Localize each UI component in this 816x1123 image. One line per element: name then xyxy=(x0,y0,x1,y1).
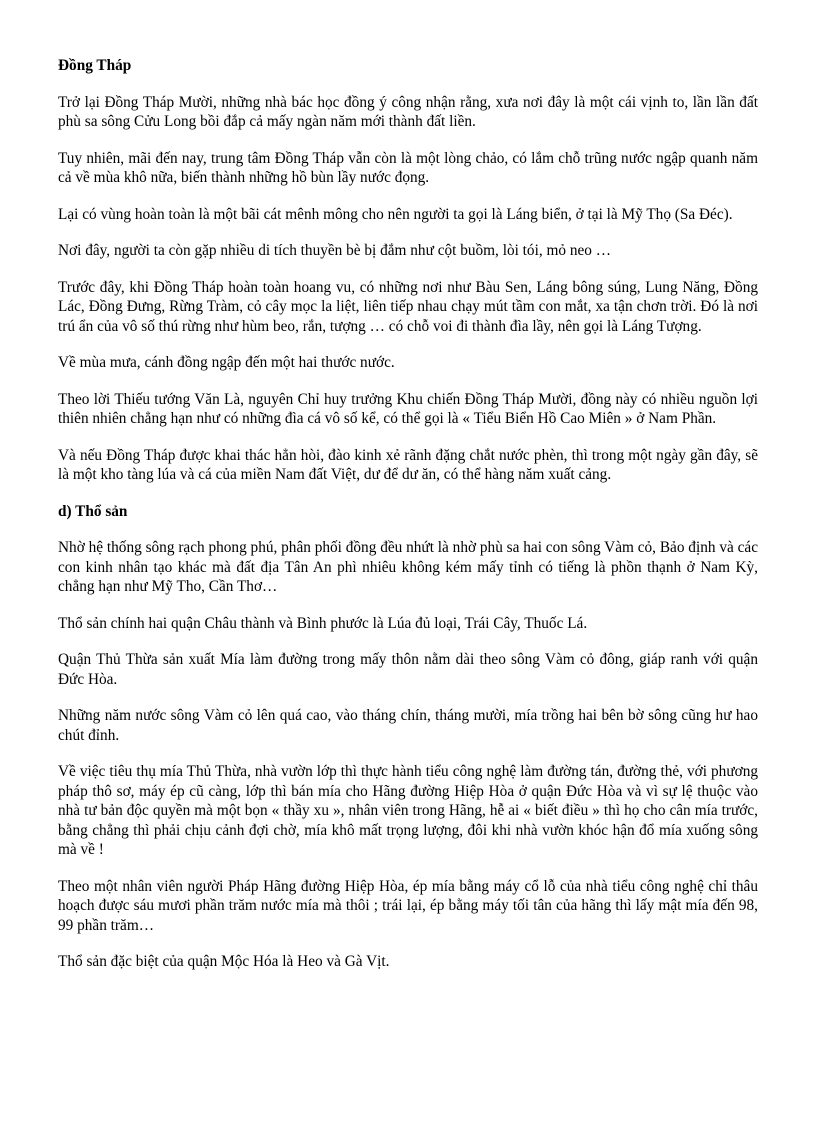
section-heading-dong-thap: Đồng Tháp xyxy=(58,57,132,74)
paragraph: Nhờ hệ thống sông rạch phong phú, phân phối đồng đều nhứt là nhờ phù sa hai con sông Vàm cỏ, Bảo định và các con kinh nhân tạo khác mà đất địa Tân An phì nhiêu không kém mấy tỉnh có tiếng là phồn thạnh ở Nam Kỳ, chẳng hạn như Mỹ Tho, Cần Thơ… xyxy=(58,539,758,595)
paragraph: Nơi đây, người ta còn gặp nhiều di tích thuyền bè bị đắm như cột buồm, lòi tói, mỏ neo … xyxy=(58,242,612,259)
paragraph: Thổ sản đặc biệt của quận Mộc Hóa là Heo và Gà Vịt. xyxy=(58,953,390,970)
section-heading-tho-san: d) Thổ sản xyxy=(58,502,128,520)
paragraph: Tuy nhiên, mãi đến nay, trung tâm Đồng Tháp vẫn còn là một lòng chảo, có lắm chỗ trũng nước ngập quanh năm cả về mùa khô nữa, biến thành những hồ bùn lầy nước đọng. xyxy=(58,149,758,186)
paragraph: Về việc tiêu thụ mía Thủ Thừa, nhà vườn lớp thì thực hành tiểu công nghệ làm đường tán, đường thẻ, với phương pháp thô sơ, máy ép cũ càng, lớp thì bán mía cho Hãng đường Hiệp Hòa ở quận Đức Hòa và vì sự lệ thuộc vào nhà tư bản độc quyền mà một bọn « thầy xu », nhân viên trong Hãng, hễ ai « biết điều » thì họ cho cân mía trước, bằng chẳng thì phải chịu cảnh đợi chờ, mía khô mất trọng lượng, đôi khi nhà vườn khóc hận đổ mía xuống sông mà về ! xyxy=(58,763,758,858)
paragraph: Quận Thủ Thừa sản xuất Mía làm đường trong mấy thôn nằm dài theo sông Vàm cỏ đông, giáp ranh với quận Đức Hòa. xyxy=(58,651,758,688)
paragraph: Về mùa mưa, cánh đồng ngập đến một hai thước nước. xyxy=(58,354,395,371)
paragraph: Trước đây, khi Đồng Tháp hoàn toàn hoang vu, có những nơi như Bàu Sen, Láng bông súng, Lung Năng, Đồng Lác, Đồng Đưng, Rừng Tràm, cỏ cây mọc la liệt, liên tiếp nhau chạy mút tầm con mắt, xa tận chơn trời. Đó là nơi trú ẩn của vô số thú rừng như hùm beo, rắn, tượng … có chỗ voi đi thành đìa lầy, nên gọi là Láng Tượng. xyxy=(58,278,758,335)
paragraph: Theo một nhân viên người Pháp Hãng đường Hiệp Hòa, ép mía bằng máy cổ lỗ của nhà tiểu công nghệ chỉ thâu hoạch được sáu mươi phần trăm nước mía mà thôi ; trái lại, ép bằng máy tối tân của hãng thì lấy mật mía đến 98, 99 phần trăm… xyxy=(58,877,758,934)
paragraph: Trở lại Đồng Tháp Mười, những nhà bác học đồng ý công nhận rằng, xưa nơi đây là một cái vịnh to, lần lần đất phù sa sông Cửu Long bồi đắp cả mấy ngàn năm mới thành đất liền. xyxy=(58,93,758,130)
paragraph: Theo lời Thiếu tướng Văn Là, nguyên Chỉ huy trưởng Khu chiến Đồng Tháp Mười, đồng này có nhiều nguồn lợi thiên nhiên chẳng hạn như có những đìa cá vô số kể, có thể gọi là « Tiểu Biển Hồ Cao Miên » ở Nam Phần. xyxy=(58,390,758,427)
paragraph: Và nếu Đồng Tháp được khai thác hẳn hòi, đào kinh xẻ rãnh đặng chắt nước phèn, thì trong một ngày gần đây, sẽ là một kho tàng lúa và cá của miền Nam đất Việt, dư để dư ăn, có thể hàng năm xuất cảng. xyxy=(58,446,758,483)
document-page xyxy=(58,56,758,989)
paragraph: Những năm nước sông Vàm cỏ lên quá cao, vào tháng chín, tháng mười, mía trồng hai bên bờ sông cũng hư hao chút đỉnh. xyxy=(58,707,758,744)
paragraph: Thổ sản chính hai quận Châu thành và Bình phước là Lúa đủ loại, Trái Cây, Thuốc Lá. xyxy=(58,614,588,632)
paragraph: Lại có vùng hoàn toàn là một bãi cát mênh mông cho nên người ta gọi là Láng biển, ở tại là Mỹ Thọ (Sa Đéc). xyxy=(58,205,733,223)
